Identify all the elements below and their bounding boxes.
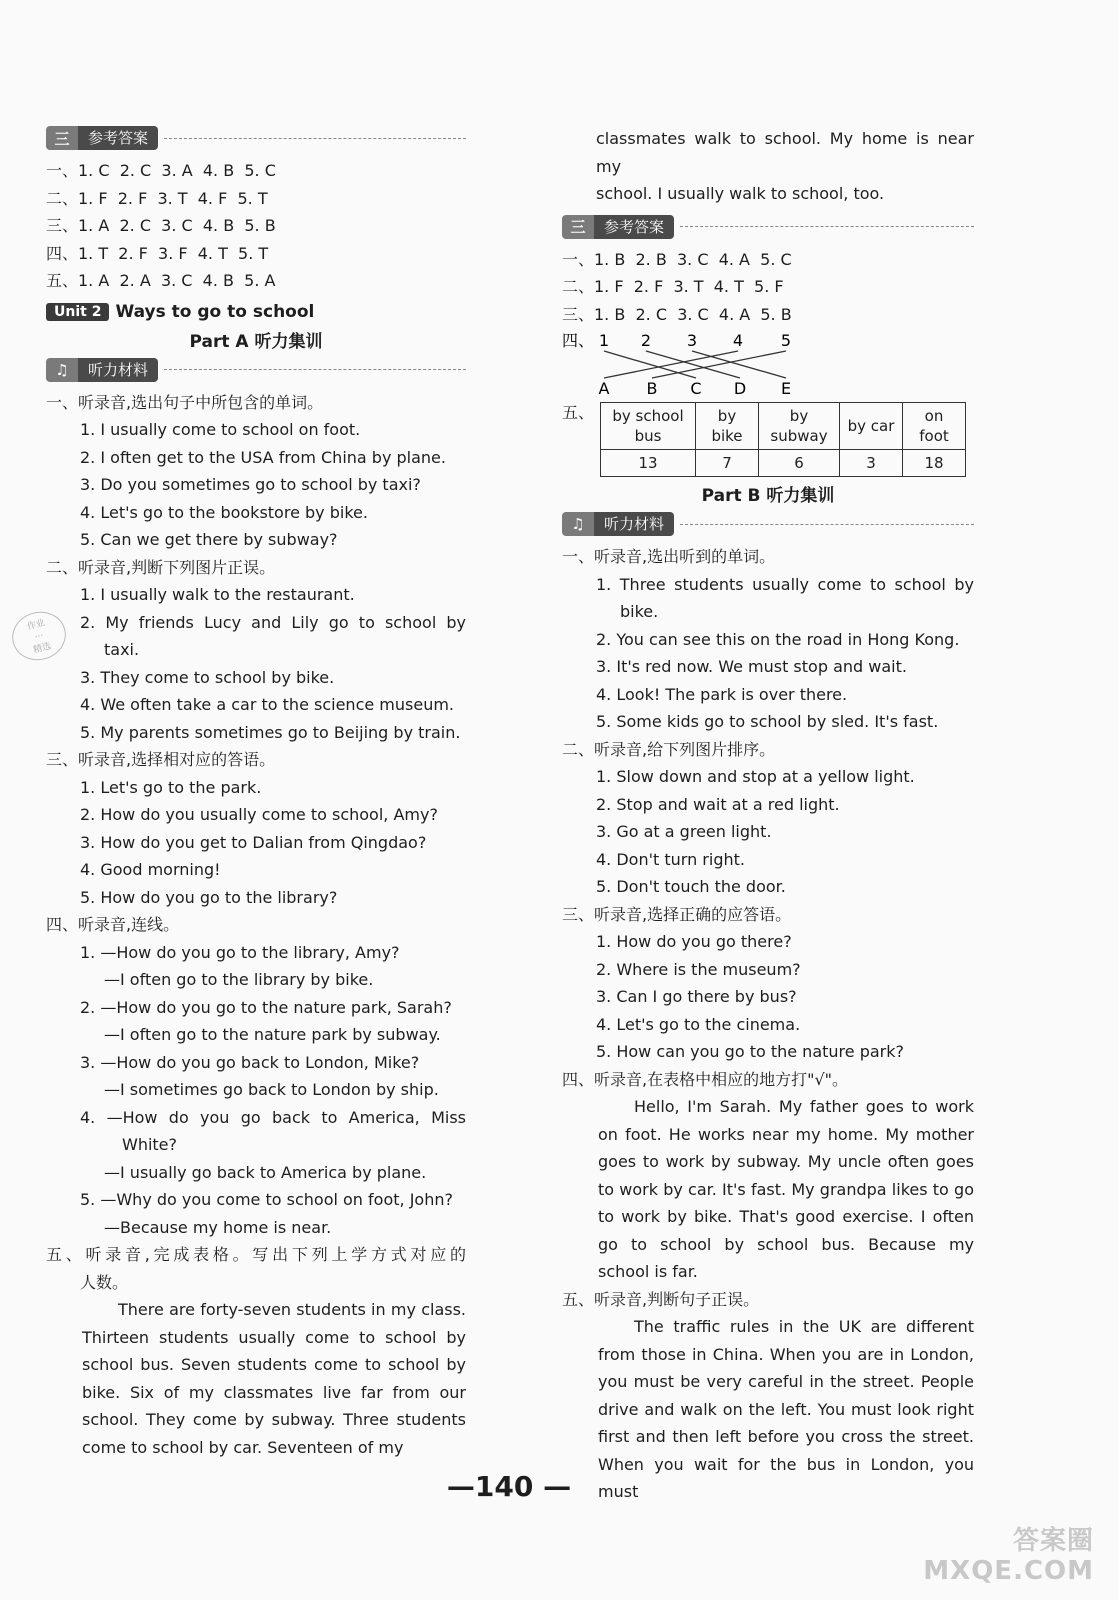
script-line: 3. —How do you go back to London, Mike? <box>80 1052 420 1072</box>
script-line: —I often go to the nature park by subway. <box>104 1025 441 1044</box>
answer-line: 一、1. C 2. C 3. A 4. B 5. C <box>46 161 276 180</box>
script-line: 2. My friends Lucy and Lily go to school by <box>80 612 466 632</box>
script-line: —I usually go back to America by plane. <box>104 1162 427 1182</box>
match-bottom-label: B <box>646 379 658 398</box>
section-icon: 三 <box>46 126 78 150</box>
script-line: 2. Where is the museum? <box>596 959 801 979</box>
script-line: 五、听录音,完成表格。写出下列上学方式对应的 <box>46 1245 466 1264</box>
script-line: 3. It's red now. We must stop and wait. <box>596 657 907 676</box>
script-line: 一、听录音,选出听到的单词。 <box>562 547 776 566</box>
part-b-title: Part B 听力集训 <box>701 486 835 506</box>
answer-list <box>562 246 974 329</box>
answer-line: 三、1. A 2. C 3. C 4. B 5. B <box>46 216 276 235</box>
stamp-logo: 作业 ··· 精选 <box>7 606 72 666</box>
match-top-label: 1 <box>598 331 610 350</box>
table-value-cell: 7 <box>696 450 759 477</box>
match-bottom-label: D <box>733 379 747 398</box>
listening-label: 听力材料 <box>594 512 674 536</box>
page-number: —140 — <box>446 1470 572 1503</box>
script-line: 3. Go at a green light. <box>596 822 772 841</box>
script-line: 一、听录音,选出句子中所包含的单词。 <box>46 392 324 412</box>
script-line: 1. Three students usually come to school by <box>596 574 974 594</box>
script-line: 2. You can see this on the road in Hong Kong. <box>596 629 960 649</box>
answer-line: 二、1. F 2. F 3. T 4. F 5. T <box>46 188 268 208</box>
table-header-cell: by bike <box>696 403 759 450</box>
script-line: bike. <box>620 602 659 621</box>
script-line: 2. —How do you go to the nature park, Sarah? <box>80 997 452 1017</box>
answer-line: 三、1. B 2. C 3. C 4. A 5. B <box>562 304 792 324</box>
headphones-icon: ♫ <box>562 512 594 536</box>
script-line: 1. —How do you go to the library, Amy? <box>80 942 400 962</box>
table-prefix: 五、 <box>562 403 595 422</box>
script-line: 5. Don't touch the door. <box>596 877 786 896</box>
part-a-title: Part A 听力集训 <box>189 331 323 352</box>
script-line: 1. How do you go there? <box>596 932 792 951</box>
answer-table <box>600 402 966 477</box>
script-line: 4. We often take a car to the science museum. <box>80 695 455 714</box>
script-line: taxi. <box>104 640 140 659</box>
script-line: —I sometimes go back to London by ship. <box>104 1080 439 1099</box>
answers-label: 参考答案 <box>594 215 674 239</box>
table-value-cell: 18 <box>903 450 966 477</box>
script-line: 5. —Why do you come to school on foot, John? <box>80 1190 453 1209</box>
passage <box>46 1296 466 1461</box>
table-value-row <box>601 450 966 477</box>
unit-badge: Unit 2 <box>46 303 109 321</box>
passage <box>562 1093 974 1286</box>
unit-heading <box>46 297 466 327</box>
table-answer <box>562 402 974 477</box>
answer-line: 四、1. T 2. F 3. F 4. T 5. T <box>46 243 269 263</box>
listening-label: 听力材料 <box>78 358 158 382</box>
match-top-label: 5 <box>780 331 792 350</box>
match-top-label: 3 <box>686 331 698 350</box>
answer-line: 二、1. F 2. F 3. T 4. T 5. F <box>562 277 784 296</box>
script-line: 4. Look! The park is over there. <box>596 684 848 704</box>
table-header-row <box>601 403 966 450</box>
passage-text: The traffic rules in the UK are different from those in China. When you are in London, you must be very careful in the street. People drive and walk on the left. You must look right first and then left before you cross the street. When you wait for the bus in London, you must <box>598 1317 974 1501</box>
match-bottom-label: A <box>598 379 610 398</box>
script-line: 3. How do you get to Dalian from Qingdao? <box>80 832 427 852</box>
script-line: 2. I often get to the USA from China by plane. <box>80 447 446 467</box>
script-line: 3. Can I go there by bus? <box>596 987 797 1006</box>
script-line: 四、听录音,在表格中相应的地方打"√"。 <box>562 1069 849 1089</box>
script-line: 4. Let's go to the cinema. <box>596 1014 801 1034</box>
answer-line: 一、1. B 2. B 3. C 4. A 5. C <box>562 249 792 269</box>
continued-line: school. I usually walk to school, too. <box>596 184 885 203</box>
script-line: 5. How do you go to the library? <box>80 887 338 907</box>
unit-title: Ways to go to school <box>115 301 315 322</box>
script-line: 二、听录音,判断下列图片正误。 <box>46 557 276 577</box>
match-line <box>604 351 696 378</box>
script-line: 人数。 <box>80 1272 129 1292</box>
match-top-label: 4 <box>732 331 744 350</box>
table-value-cell: 6 <box>759 450 840 477</box>
script-line: 2. How do you usually come to school, Amy? <box>80 805 438 824</box>
left-column <box>46 125 466 1461</box>
table-header-cell: on foot <box>903 403 966 450</box>
watermark-top: 答案圈 <box>1012 1526 1094 1556</box>
match-line <box>692 351 786 378</box>
script-line: 5. Some kids go to school by sled. It's fast. <box>596 712 939 731</box>
answer-line: 五、1. A 2. A 3. C 4. B 5. A <box>46 271 276 290</box>
right-column <box>562 125 974 1506</box>
script-line: 2. Stop and wait at a red light. <box>596 794 840 814</box>
script-line: 4. Let's go to the bookstore by bike. <box>80 502 368 522</box>
table-value-cell: 3 <box>840 450 903 477</box>
script-line: 1. Let's go to the park. <box>80 777 262 797</box>
headphones-icon: ♫ <box>46 358 78 382</box>
answers-label: 参考答案 <box>78 126 158 150</box>
dashed-divider <box>680 524 974 525</box>
script-line: White? <box>122 1135 178 1154</box>
match-line <box>646 351 740 378</box>
dashed-divider <box>164 138 466 139</box>
dashed-divider <box>164 369 466 370</box>
script-line: 1. I usually come to school on foot. <box>80 420 361 439</box>
table-value-cell: 13 <box>601 450 696 477</box>
script-line: —I often go to the library by bike. <box>104 970 374 989</box>
listening-script <box>562 543 974 1093</box>
watermark <box>923 1526 1094 1586</box>
matching-answer <box>562 328 974 398</box>
script-line: 3. Do you sometimes go to school by taxi? <box>80 475 421 494</box>
watermark-bottom: MXQE.COM <box>923 1556 1094 1586</box>
passage-text: Hello, I'm Sarah. My father goes to work on foot. He works near my home. My mother goes to work by subway. My uncle often goes to work by car. It's fast. My grandpa likes to go to work by bike. That's good exercise. I often go to school by school bus. Because my school is far. <box>598 1097 974 1281</box>
script-line: —Because my home is near. <box>104 1217 332 1237</box>
script-line: 二、听录音,给下列图片排序。 <box>562 739 776 759</box>
table-header-cell: by subway <box>759 403 840 450</box>
section-icon: 三 <box>562 215 594 239</box>
script-line: 三、听录音,选择正确的应答语。 <box>562 904 792 924</box>
continued-line: classmates walk to school. My home is near my <box>596 129 974 176</box>
passage-text: There are forty-seven students in my class. Thirteen students usually come to school by school bus. Seven students come to school by bike. Six of my classmates live far from our school. They come by subway. Three students come to school by car. Seventeen of my <box>82 1300 466 1457</box>
script-line: 5. My parents sometimes go to Beijing by train. <box>80 722 461 742</box>
script-line: 三、听录音,选择相对应的答语。 <box>46 750 276 769</box>
listening-header <box>46 357 466 383</box>
script-line: 四、听录音,连线。 <box>46 915 180 934</box>
question-heading: 五、听录音,判断句子正误。 <box>562 1289 760 1309</box>
listening-script <box>46 389 466 1297</box>
listening-header <box>562 511 974 537</box>
table-header-cell: by school bus <box>601 403 696 450</box>
match-bottom-label: E <box>780 379 792 398</box>
answers-header <box>46 125 466 151</box>
script-line: 3. They come to school by bike. <box>80 667 335 687</box>
script-line: 1. Slow down and stop at a yellow light. <box>596 767 915 786</box>
answer-list <box>46 157 466 295</box>
script-line: 4. Don't turn right. <box>596 849 745 869</box>
matching-lines <box>562 328 822 398</box>
script-line: 5. How can you go to the nature park? <box>596 1042 904 1061</box>
match-prefix: 四、 <box>562 331 595 350</box>
answers-header <box>562 214 974 240</box>
match-top-label: 2 <box>640 331 652 350</box>
table-header-cell: by car <box>840 403 903 450</box>
script-line: 1. I usually walk to the restaurant. <box>80 585 355 604</box>
script-line: 5. Can we get there by subway? <box>80 530 338 549</box>
match-bottom-label: C <box>690 379 702 398</box>
script-line: 4. Good morning! <box>80 860 221 879</box>
script-line: 4. —How do you go back to America, Miss <box>80 1107 466 1127</box>
dashed-divider <box>680 226 974 227</box>
